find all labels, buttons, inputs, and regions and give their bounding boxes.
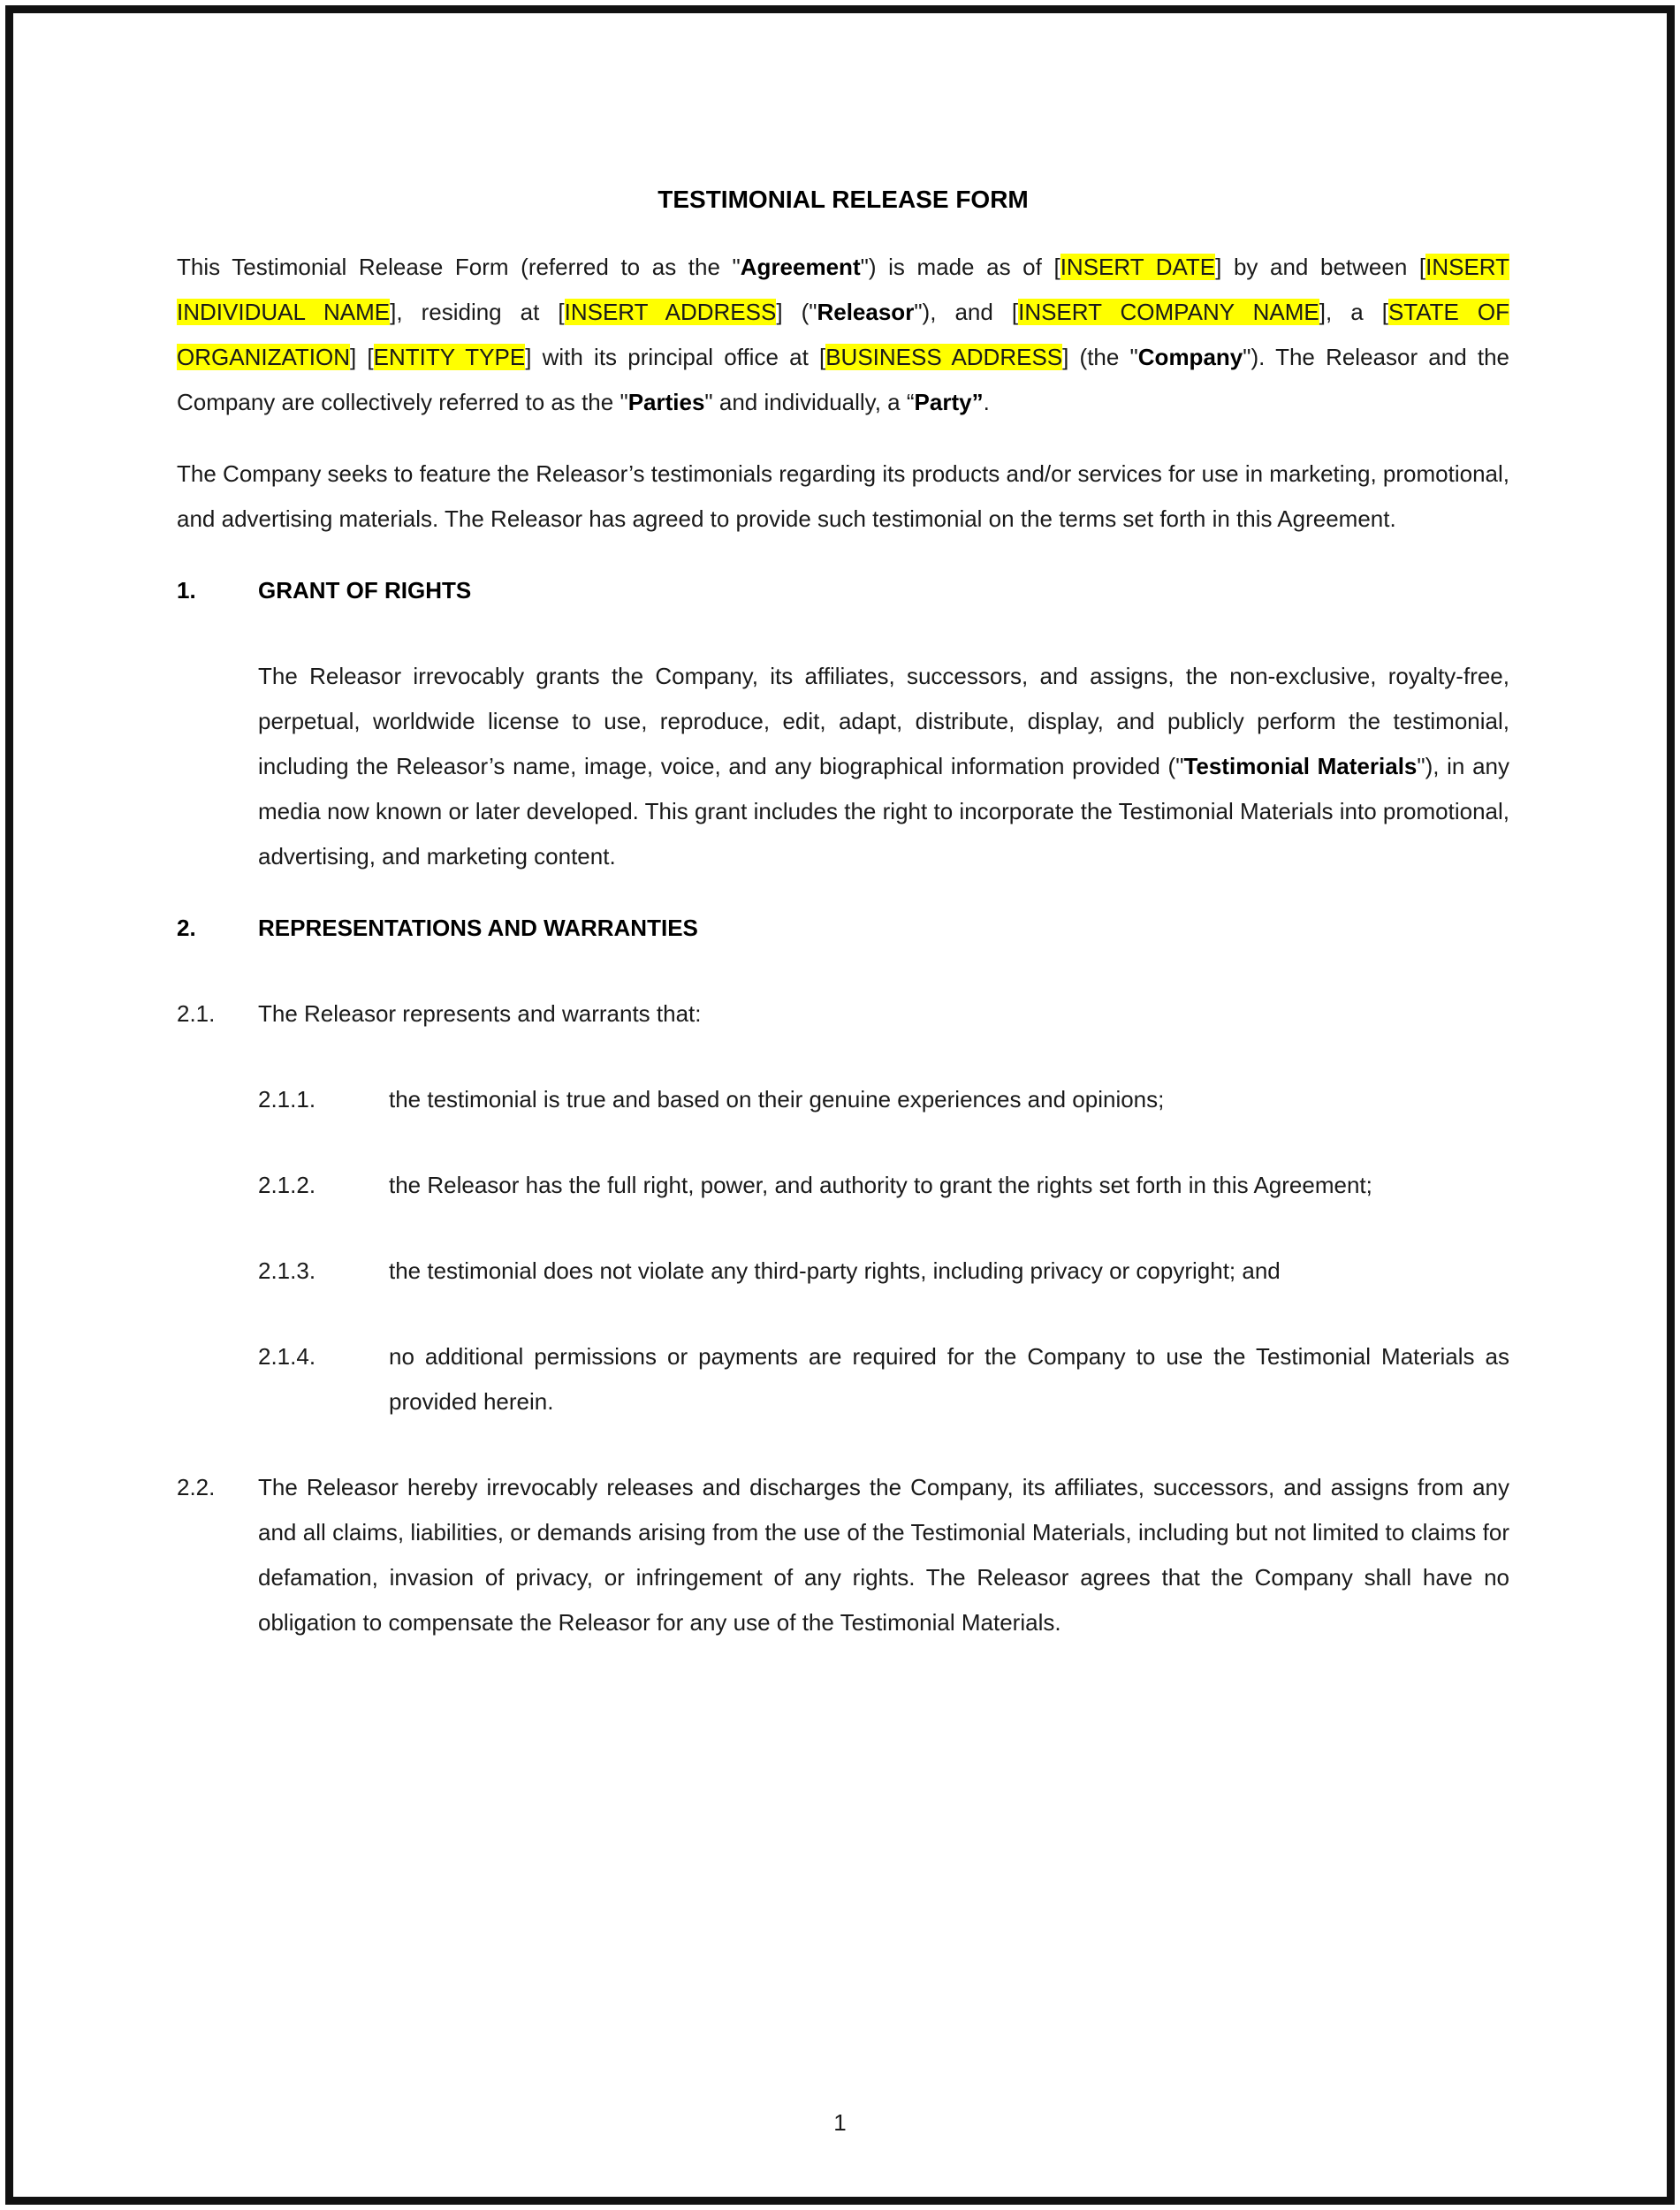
section-1-body: The Releasor irrevocably grants the Company, its affiliates, successors, and assigns, the non-exclusive, royalty-free, perpetual, worldwide license to use, reproduce, edit, adapt, distribute, display, and publicly perform the testimonial, including the Releasor’s name, image, voice, and any biographical information provided ("Testimonial Materials"), in any media now known or later developed. This grant includes the right to incorporate the Testimonial Materials into promotional, advertising, and marketing content.	[258, 663, 1509, 870]
clause-2-1-1-text: the testimonial is true and based on their genuine experiences and opinions;	[389, 1086, 1165, 1113]
document-title: TESTIMONIAL RELEASE FORM	[658, 186, 1029, 213]
section-1-heading	[177, 568, 1509, 613]
section-1-number: 1.	[177, 577, 196, 604]
page-border	[5, 5, 1675, 2205]
clause-2-2	[177, 1465, 1509, 1645]
clause-2-1-1-number: 2.1.1.	[258, 1086, 316, 1113]
clause-2-1-2-number: 2.1.2.	[258, 1172, 316, 1198]
clause-2-1-2-text: the Releasor has the full right, power, and authority to grant the rights set forth in this Agreement;	[389, 1172, 1372, 1198]
section-1-title: GRANT OF RIGHTS	[258, 577, 472, 604]
intro-paragraph-2: The Company seeks to feature the Releasor’s testimonials regarding its products and/or services for use in marketing, promotional, and advertising materials. The Releasor has agreed to provide such testimonial on the terms set forth in this Agreement.	[177, 460, 1509, 532]
section-2-number: 2.	[177, 915, 196, 941]
page-number: 1	[833, 2109, 847, 2136]
clause-2-1-number: 2.1.	[177, 1000, 216, 1027]
clause-2-1-2	[258, 1163, 1509, 1208]
clause-2-1-4-number: 2.1.4.	[258, 1343, 316, 1370]
clause-2-1-text: The Releasor represents and warrants that:	[258, 1000, 702, 1027]
clause-2-1-3	[258, 1249, 1509, 1294]
clause-2-1-3-number: 2.1.3.	[258, 1257, 316, 1284]
intro-paragraph-1: This Testimonial Release Form (referred to as the "Agreement") is made as of [INSERT DATE] by and between [INSERT INDIVIDUAL NAME], residing at [INSERT ADDRESS] ("Releasor"), and [INSERT COMPANY NAME], a [STATE OF ORGANIZATION] [ENTITY TYPE] with its principal office at [BUSINESS ADDRESS] (the "Company"). The Releasor and the Company are collectively referred to as the "Parties" and individually, a “Party”.	[177, 254, 1510, 415]
clause-2-1-4	[258, 1334, 1509, 1424]
document-body	[177, 13, 1509, 1686]
clause-2-2-text: The Releasor hereby irrevocably releases and discharges the Company, its affiliates, successors, and assigns from any and all claims, liabilities, or demands arising from the use of the Testimonial Materials, including but not limited to claims for defamation, invasion of privacy, or infringement of any rights. The Releasor agrees that the Company shall have no obligation to compensate the Releasor for any use of the Testimonial Materials.	[258, 1474, 1509, 1636]
clause-2-2-number: 2.2.	[177, 1474, 216, 1500]
clause-2-1	[177, 991, 1509, 1037]
clause-2-1-4-text: no additional permissions or payments are required for the Company to use the Testimonial Materials as provided herein.	[389, 1343, 1509, 1415]
section-2-heading	[177, 906, 1509, 951]
clause-2-1-3-text: the testimonial does not violate any third-party rights, including privacy or copyright; and	[389, 1257, 1281, 1284]
section-2-title: REPRESENTATIONS AND WARRANTIES	[258, 915, 698, 941]
clause-2-1-1	[258, 1077, 1509, 1122]
